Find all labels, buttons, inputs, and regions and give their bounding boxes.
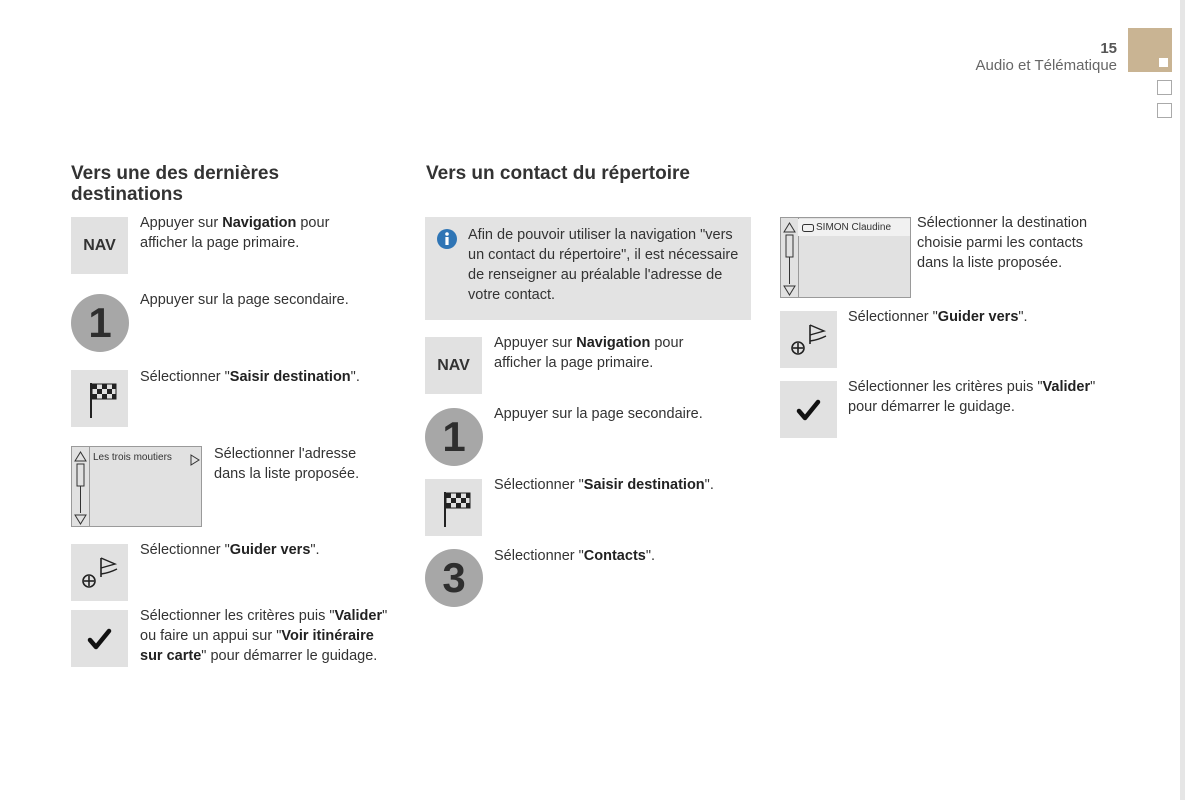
step-text: Sélectionner les critères puis "Valider" ou faire un appui sur "Voir itinéraire sur carte" pour démarrer le guidage. — [140, 608, 388, 664]
play-right-icon — [190, 454, 200, 466]
scroll-arrows-icon — [781, 218, 798, 297]
step-text: Sélectionner "Saisir destination". — [494, 477, 714, 493]
validate-tile — [780, 381, 837, 438]
destination-list-screen — [71, 446, 202, 527]
checkered-flag-icon — [425, 479, 482, 536]
screen-list-entry: Les trois moutiers — [93, 452, 172, 463]
screen-scrollbar — [72, 447, 90, 526]
nav-label: NAV — [83, 237, 116, 254]
nav-button-tile — [425, 337, 482, 394]
destination-tile — [71, 370, 128, 427]
checkered-flag-icon — [71, 370, 128, 427]
guide-flag-icon — [71, 544, 128, 601]
step-number-circle: 1 — [71, 294, 129, 352]
left-heading: Vers une des dernières destinations — [71, 163, 280, 205]
nav-label: NAV — [437, 357, 470, 374]
step-text: Sélectionner "Guider vers". — [848, 309, 1028, 325]
check-icon — [71, 610, 128, 667]
check-icon — [780, 381, 837, 438]
section-tab-dot — [1159, 58, 1168, 67]
nav-button-tile — [71, 217, 128, 274]
destination-tile — [425, 479, 482, 536]
page-number: 15 — [1100, 40, 1117, 57]
step-number-circle: 3 — [425, 549, 483, 607]
step-text: Appuyer sur Navigation pour afficher la page primaire. — [494, 335, 684, 371]
middle-heading: Vers un contact du répertoire — [426, 163, 690, 184]
tab-marker-square — [1157, 80, 1172, 95]
guide-tile — [71, 544, 128, 601]
guide-flag-icon — [780, 311, 837, 368]
info-icon — [436, 228, 458, 250]
section-title: Audio et Télématique — [975, 57, 1117, 74]
step-number-circle: 1 — [425, 408, 483, 466]
step-text: Sélectionner l'adresse dans la liste proposée. — [214, 446, 360, 482]
step-text: Sélectionner "Saisir destination". — [140, 369, 360, 385]
scroll-arrows-icon — [72, 447, 89, 526]
contact-list-screen — [780, 217, 911, 298]
screen-scrollbar — [781, 218, 799, 297]
step-text: Sélectionner les critères puis "Valider" pour démarrer le guidage. — [848, 379, 1096, 415]
step-text: Sélectionner "Guider vers". — [140, 542, 320, 558]
info-text: Afin de pouvoir utiliser la navigation "vers un contact du répertoire", il est nécessaire de renseigner au préalable l'adresse de votre contact. — [468, 227, 739, 303]
contact-card-icon — [802, 224, 814, 232]
step-text: Appuyer sur Navigation pour afficher la page primaire. — [140, 215, 330, 251]
guide-tile — [780, 311, 837, 368]
step-text: Sélectionner "Contacts". — [494, 548, 656, 564]
validate-tile — [71, 610, 128, 667]
screen-contact-entry: SIMON Claudine — [816, 222, 892, 233]
step-text: Appuyer sur la page secondaire. — [494, 406, 703, 422]
step-text: Sélectionner la destination choisie parmi les contacts dans la liste proposée. — [917, 215, 1088, 271]
tab-marker-square — [1157, 103, 1172, 118]
step-text: Appuyer sur la page secondaire. — [140, 292, 349, 308]
page-edge-rule — [1180, 0, 1185, 800]
info-box — [425, 217, 751, 320]
